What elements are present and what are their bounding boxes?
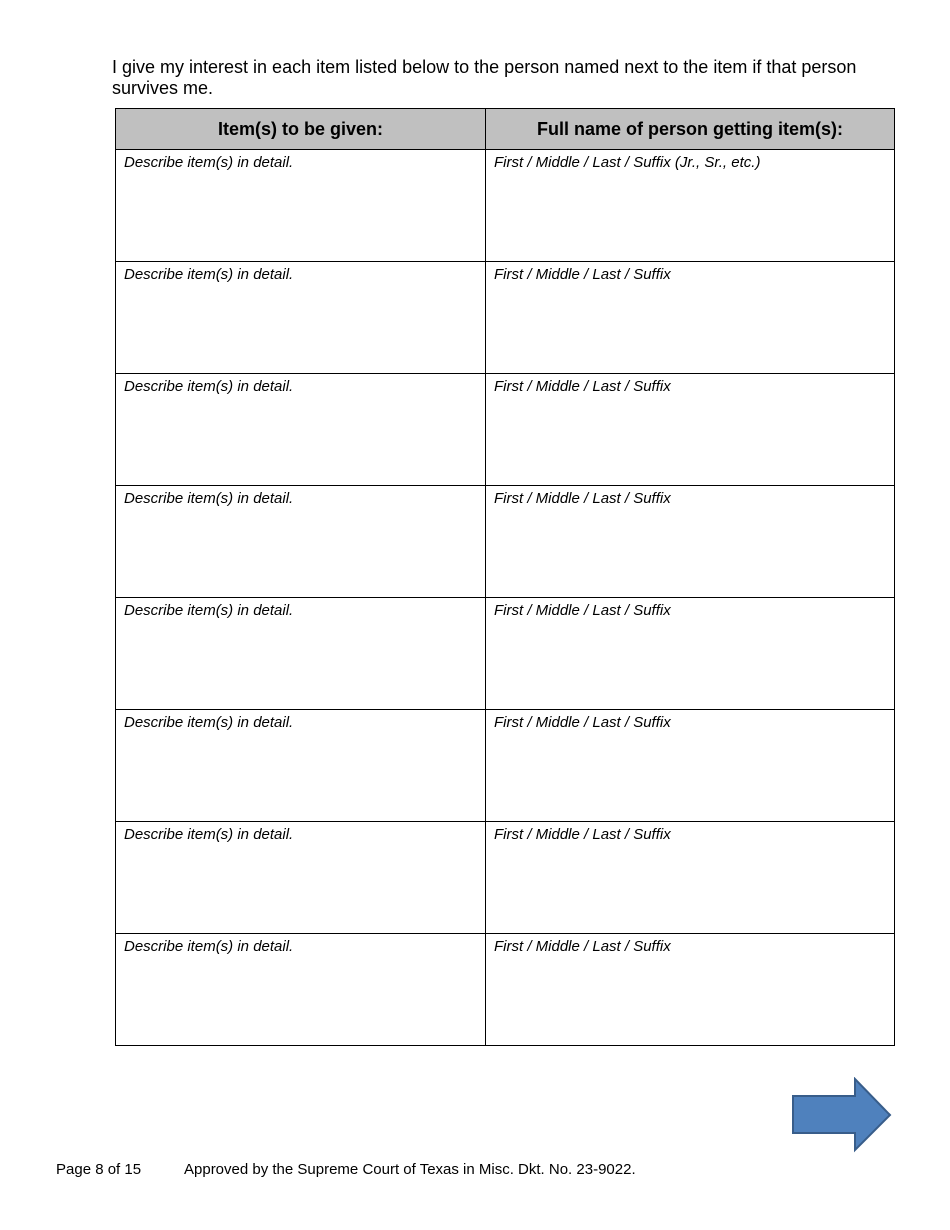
item-description-field[interactable]: Describe item(s) in detail. bbox=[116, 150, 486, 262]
header-person: Full name of person getting item(s): bbox=[486, 109, 895, 150]
page-number: Page 8 of 15 bbox=[56, 1161, 142, 1178]
person-name-field[interactable]: First / Middle / Last / Suffix bbox=[486, 710, 895, 822]
table-row bbox=[116, 374, 895, 486]
table-row bbox=[116, 934, 895, 1046]
person-name-field[interactable]: First / Middle / Last / Suffix bbox=[486, 934, 895, 1046]
table-row bbox=[116, 710, 895, 822]
approval-notice: Approved by the Supreme Court of Texas in Misc. Dkt. No. 23-9022. bbox=[184, 1161, 636, 1178]
item-description-field[interactable]: Describe item(s) in detail. bbox=[116, 262, 486, 374]
table-header-row bbox=[116, 109, 895, 150]
item-description-field[interactable]: Describe item(s) in detail. bbox=[116, 822, 486, 934]
item-description-field[interactable]: Describe item(s) in detail. bbox=[116, 486, 486, 598]
item-description-field[interactable]: Describe item(s) in detail. bbox=[116, 710, 486, 822]
intro-paragraph: I give my interest in each item listed below to the person named next to the item if that person survives me. bbox=[112, 57, 857, 98]
header-items: Item(s) to be given: bbox=[116, 109, 486, 150]
person-name-field[interactable]: First / Middle / Last / Suffix bbox=[486, 822, 895, 934]
person-name-field[interactable]: First / Middle / Last / Suffix bbox=[486, 486, 895, 598]
person-name-field[interactable]: First / Middle / Last / Suffix (Jr., Sr., etc.) bbox=[486, 150, 895, 262]
right-arrow-icon[interactable] bbox=[791, 1077, 893, 1153]
person-name-field[interactable]: First / Middle / Last / Suffix bbox=[486, 374, 895, 486]
item-description-field[interactable]: Describe item(s) in detail. bbox=[116, 934, 486, 1046]
item-description-field[interactable]: Describe item(s) in detail. bbox=[116, 374, 486, 486]
item-description-field[interactable]: Describe item(s) in detail. bbox=[116, 598, 486, 710]
bequest-table bbox=[115, 108, 895, 1046]
table-row bbox=[116, 262, 895, 374]
person-name-field[interactable]: First / Middle / Last / Suffix bbox=[486, 262, 895, 374]
page-footer bbox=[56, 1161, 636, 1178]
table-row bbox=[116, 150, 895, 262]
table-row bbox=[116, 486, 895, 598]
table-row bbox=[116, 598, 895, 710]
person-name-field[interactable]: First / Middle / Last / Suffix bbox=[486, 598, 895, 710]
table-row bbox=[116, 822, 895, 934]
